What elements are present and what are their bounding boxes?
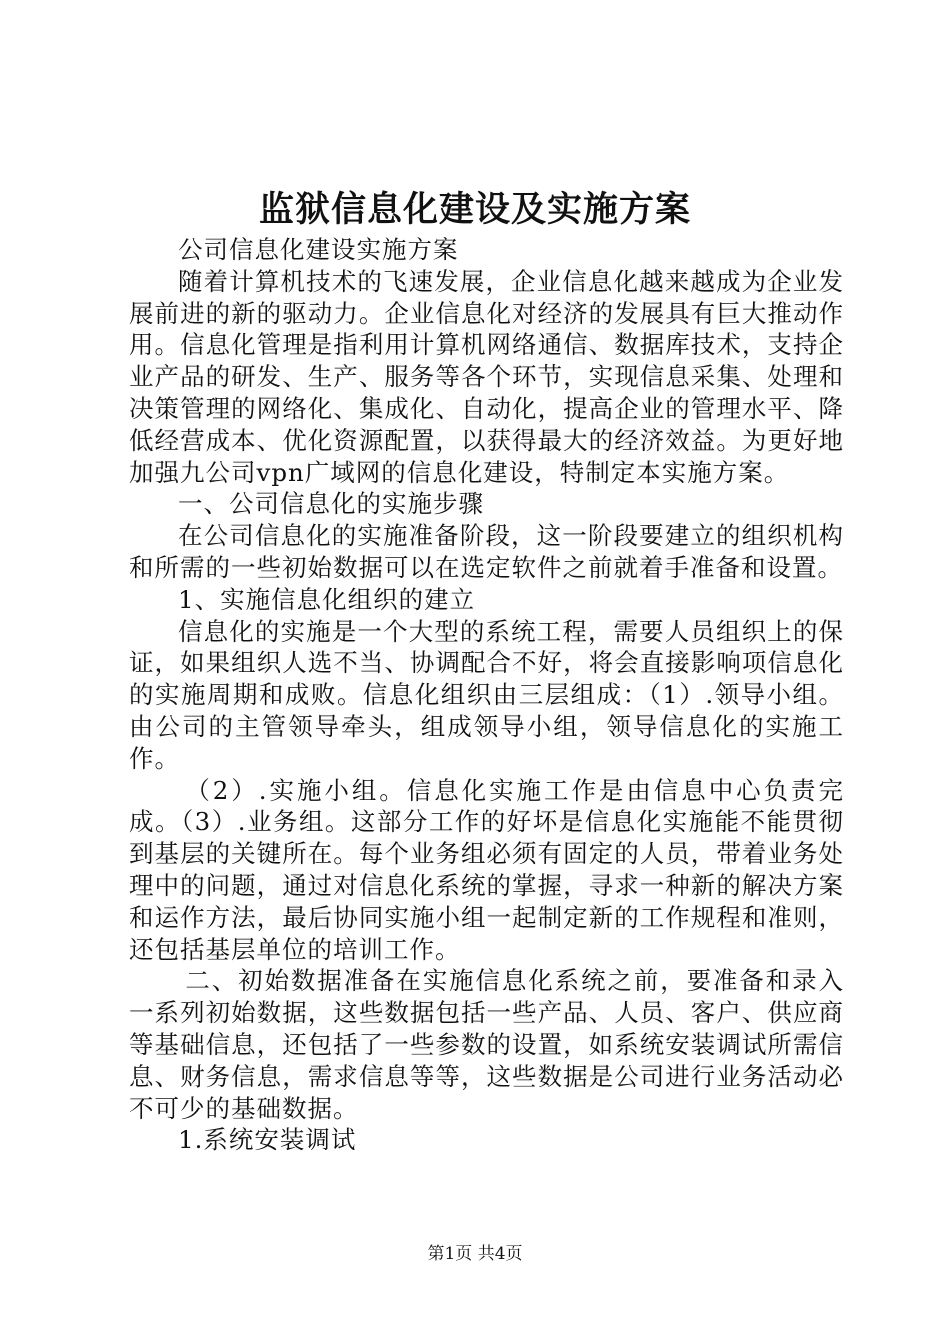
- paragraph-intro: 随着计算机技术的飞速发展，企业信息化越来越成为企业发展前进的新的驱动力。企业信息化对经济的发展具有巨大推动作用。信息化管理是指利用计算机网络通信、数据库技术，支持企业产品的研发、生产、服务等各个环节，实现信息采集、处理和决策管理的网络化、集成化、自动化，提高企业的管理水平、降低经营成本、优化资源配置，以获得最大的经济效益。为更好地加强九公司vpn广域网的信息化建设，特制定本实施方案。: [129, 266, 844, 487]
- paragraph-subtitle: 公司信息化建设实施方案: [178, 235, 459, 264]
- heading-subsection-1: 1、实施信息化组织的建立: [178, 584, 476, 614]
- paragraph-initial-data: 二、初始数据准备在实施信息化系统之前，要准备和录入一系列初始数据，这些数据包括一些产品、人员、客户、供应商等基础信息，还包括了一些参数的设置，如系统安装调试所需信息、财务信息，需求信息等等，这些数据是公司进行业务活动必不可少的基础数据。: [129, 966, 844, 1123]
- paragraph-preparation: 在公司信息化的实施准备阶段，这一阶段要建立的组织机构和所需的一些初始数据可以在选定软件之前就着手准备和设置。: [129, 521, 844, 582]
- page-footer: 第1页 共4页: [427, 1244, 523, 1264]
- heading-system-installation: 1.系统安装调试: [178, 1125, 357, 1155]
- document-body: [129, 234, 844, 1156]
- paragraph-implementation-groups: （2）.实施小组。信息化实施工作是由信息中心负责完成。（3）.业务组。这部分工作的好坏是信息化实施能不能贯彻到基层的关键所在。每个业务组必须有固定的人员，带着业务处理中的问题，通过对信息化系统的掌握，寻求一种新的解决方案和运作方法，最后协同实施小组一起制定新的工作规程和准则，还包括基层单位的培训工作。: [129, 775, 844, 964]
- paragraph-organization: 信息化的实施是一个大型的系统工程，需要人员组织上的保证，如果组织人选不当、协调配合不好，将会直接影响项信息化的实施周期和成败。信息化组织由三层组成：（1）.领导小组。由公司的主管领导牵头，组成领导小组，领导信息化的实施工作。: [129, 616, 844, 773]
- document-title: 监狱信息化建设及实施方案: [258, 189, 691, 230]
- heading-section-1: 一、公司信息化的实施步骤: [178, 489, 484, 519]
